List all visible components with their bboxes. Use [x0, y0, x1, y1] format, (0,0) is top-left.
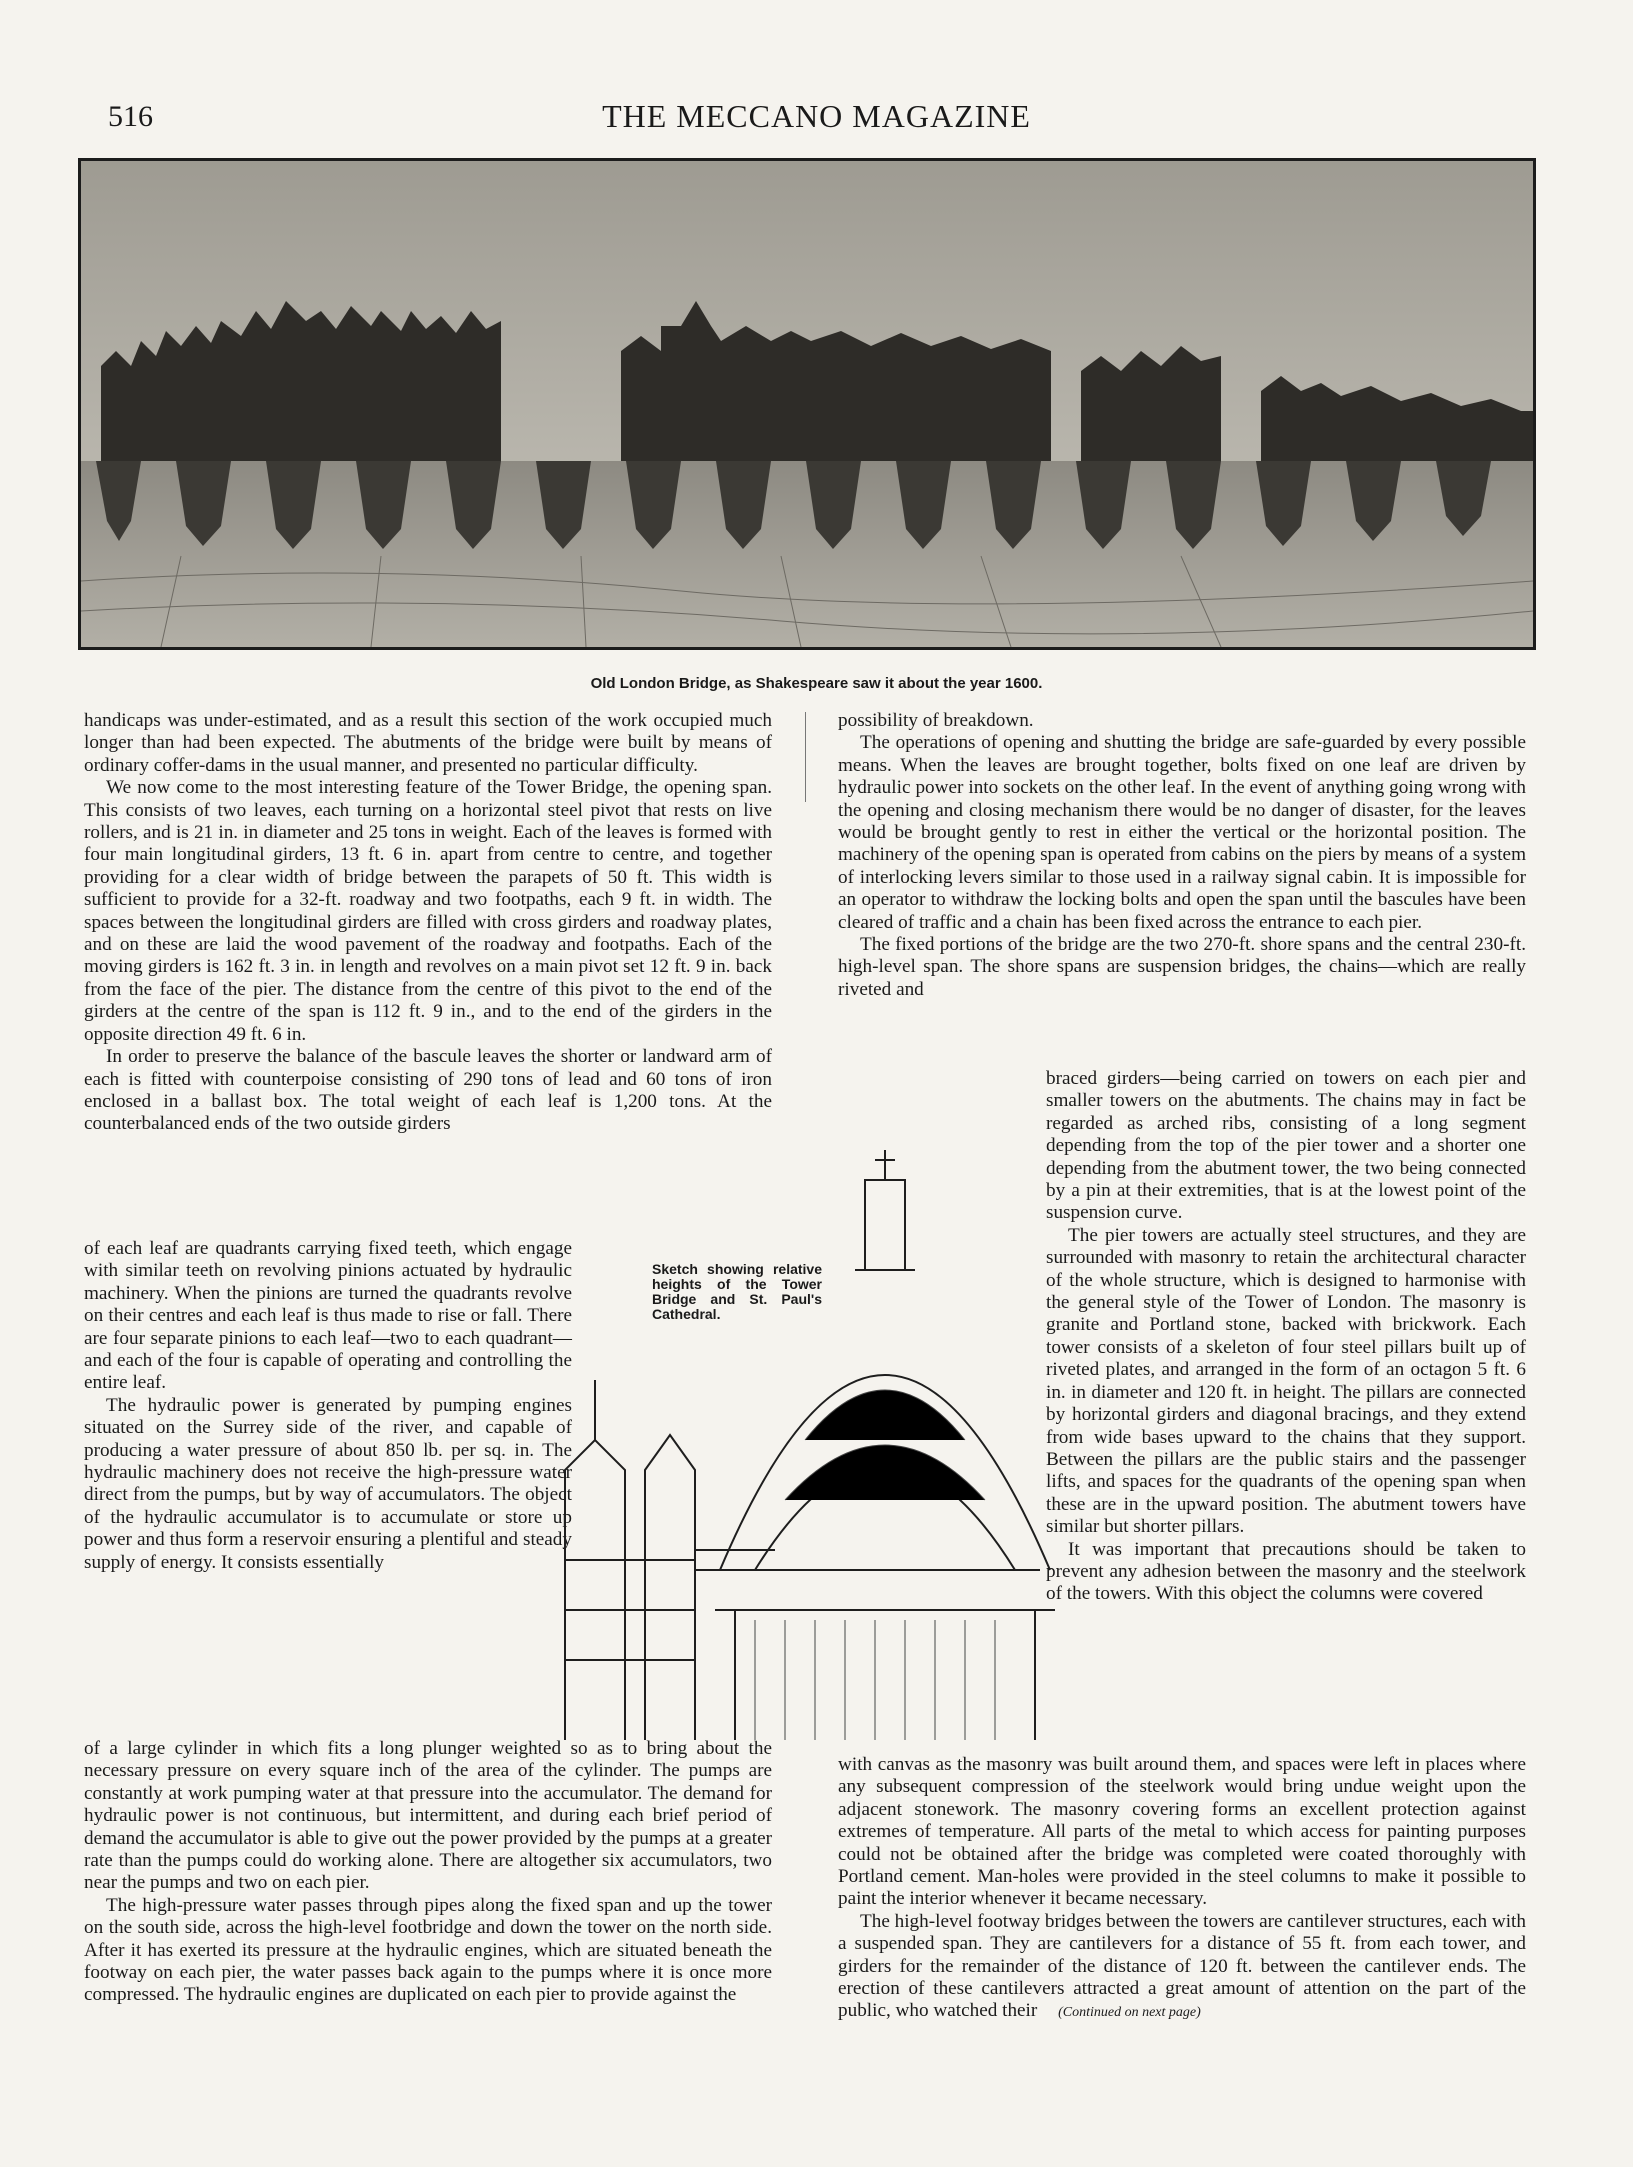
paragraph: braced girders—being carried on towers on each pier and smaller towers on the abutments. The chains may in fact be regarded as arched ribs, consisting of a long segment depending from the top of the pier tower and a shorter one depending from the abutment tower, the two being connected by a pin at their extremities, that is at the lowest point of the suspension curve. [1046, 1068, 1526, 1224]
old-london-bridge-illustration [78, 158, 1536, 650]
paragraph: We now come to the most interesting feature of the Tower Bridge, the opening span. This consists of two leaves, each turning on a horizontal steel pivot that rests on live rollers, and is 21 in. in diameter and 25 tons in weight. Each of the leaves is formed with four main longitudinal girders, 13 ft. 6 in. apart from centre to centre, and together providing for a clear width of bridge between the parapets of 50 ft. This width is sufficient to provide for a 32-ft. roadway and two footpaths, each 9 ft. in width. The spaces between the longitudinal girders are filled with cross girders and roadway plates, and on these are laid the wood pavement of the roadway and footpaths. Each of the moving girders is 162 ft. 3 in. in length and revolves on a main pivot set 12 ft. 9 in. back from the face of the pier. The distance from the centre of this pivot to the end of the girders at the centre of the span is 112 ft. 9 in., and to the end of the girders in the opposite direction 49 ft. 6 in. [84, 777, 772, 1045]
right-column-bottom [838, 1754, 1526, 2025]
column-divider [805, 712, 806, 802]
paragraph [838, 1911, 1526, 2025]
paragraph: It was important that precautions should be taken to prevent any adhesion between the masonry and the steelwork of the towers. With this object the columns were covered [1046, 1538, 1526, 1605]
right-column-top [838, 710, 1526, 1001]
bridge-engraving [81, 161, 1533, 647]
sketch-caption: Sketch showing relative heights of the Tower Bridge and St. Paul's Cathedral. [652, 1261, 822, 1322]
left-column-bottom [84, 1738, 772, 2007]
paragraph: of each leaf are quadrants carrying fixed teeth, which engage with similar teeth on revolving pinions actuated by hydraulic machinery. When the pinions are turned the quadrants revolve on their centres and each leaf is thus made to rise or fall. There are four separate pinions to each leaf—two to each quadrant—and each of the four is capable of operating and controlling the entire leaf. [84, 1238, 572, 1394]
magazine-title: THE MECCANO MAGAZINE [602, 98, 1031, 134]
paragraph: possibility of breakdown. [838, 710, 1034, 731]
paragraph: handicaps was under-estimated, and as a result this section of the work occupied much longer than had been expected. The abutments of the bridge were built by means of ordinary coffer-dams in the usual manner, and presented no particular difficulty. [84, 710, 772, 776]
paragraph: The high-pressure water passes through pipes along the fixed span and up the tower on the south side, across the high-level footbridge and down the tower on the north side. After it has exerted its pressure at the hydraulic engines, which are situated beneath the footway on each pier, the water passes back again to the pumps where it is once more compressed. The hydraulic engines are duplicated on each pier to provide against the [84, 1894, 772, 2006]
paragraph: In order to preserve the balance of the bascule leaves the shorter or landward arm of each is fitted with counterpoise consisting of 290 tons of lead and 60 tons of iron enclosed in a ballast box. The total weight of each leaf is 1,200 tons. At the counterbalanced ends of the two outside girders [84, 1046, 772, 1135]
tower-bridge-st-pauls-sketch [555, 1140, 1080, 1760]
illustration-caption: Old London Bridge, as Shakespeare saw it about the year 1600. [590, 675, 1043, 692]
page-number: 516 [108, 100, 153, 133]
left-column-top [84, 710, 772, 1136]
left-column-wrapped [84, 1238, 572, 1574]
paragraph: of a large cylinder in which fits a long plunger weighted so as to bring about the necessary pressure on every square inch of the area of the cylinder. The pumps are constantly at work pumping water at that pressure into the accumulator. The demand for hydraulic power is not continuous, but intermittent, and during each brief period of demand the accumulator is able to give out the power provided by the pumps at a greater rate than the pumps could do working alone. There are altogether six accumulators, two near the pumps and two on each pier. [84, 1738, 772, 1894]
right-column-wrapped [1046, 1068, 1526, 1606]
continued-note: (Continued on next page) [1058, 2005, 1201, 2021]
paragraph-text: The high-level footway bridges between the towers are cantilever structures, each with a suspended span. They are cantilevers for a distance of 55 ft. from each tower, and girders for the remainder of the distance of 120 ft. between the cantilever ends. The erection of these cantilevers attracted a great amount of attention on the part of the public, who watched their [838, 1910, 1526, 2022]
paragraph: The pier towers are actually steel structures, and they are surrounded with masonry to retain the architectural character of the whole structure, which is designed to harmonise with the general style of the Tower of London. The masonry is granite and Portland stone, backed with brickwork. Each tower consists of a skeleton of four steel pillars built up of riveted plates, and arranged in the form of an octagon 5 ft. 6 in. in diameter and 120 ft. in height. The pillars are connected by horizontal girders and diagonal bracings, and they extend from wide bases upward to the chains that they support. Between the pillars are the public stairs and the passenger lifts, and spaces for the quadrants of the opening span when these are in the upward position. The abutment towers have similar but shorter pillars. [1046, 1224, 1526, 1538]
paragraph: The hydraulic power is generated by pumping engines situated on the Surrey side of the river, and capable of producing a water pressure of about 850 lb. per sq. in. The hydraulic machinery does not receive the high-pressure water direct from the pumps, but by way of accumulators. The object of the hydraulic accumulator is to accumulate or store up power and thus form a reservoir ensuring a plentiful and steady supply of energy. It consists essentially [84, 1394, 572, 1573]
paragraph: The fixed portions of the bridge are the two 270-ft. shore spans and the central 230-ft. high-level span. The shore spans are suspension bridges, the chains—which are really riveted and [838, 934, 1526, 1000]
paragraph: with canvas as the masonry was built around them, and spaces were left in places where any subsequent compression of the steelwork would bring undue weight upon the adjacent stonework. The masonry covering forms an excellent protection against extremes of temperature. All parts of the metal to which access for painting purposes could not be obtained after the bridge was completed were coated thoroughly with Portland cement. Man-holes were provided in the steel columns to make it possible to paint the interior whenever it became necessary. [838, 1754, 1526, 1910]
paragraph: The operations of opening and shutting the bridge are safe-guarded by every possible means. When the leaves are brought together, bolts fixed on one leaf are driven by hydraulic power into sockets on the other leaf. In the event of anything going wrong with the opening and closing mechanism there would be no danger of disaster, for the leaves would be brought gently to rest in either the vertical or the horizontal position. The machinery of the opening span is operated from cabins on the piers by means of a system of interlocking levers similar to those used in a railway signal cabin. It is impossible for an operator to withdraw the locking bolts and open the span until the bascules have been cleared of traffic and a chain has been fixed across the entrance to each pier. [838, 732, 1526, 933]
